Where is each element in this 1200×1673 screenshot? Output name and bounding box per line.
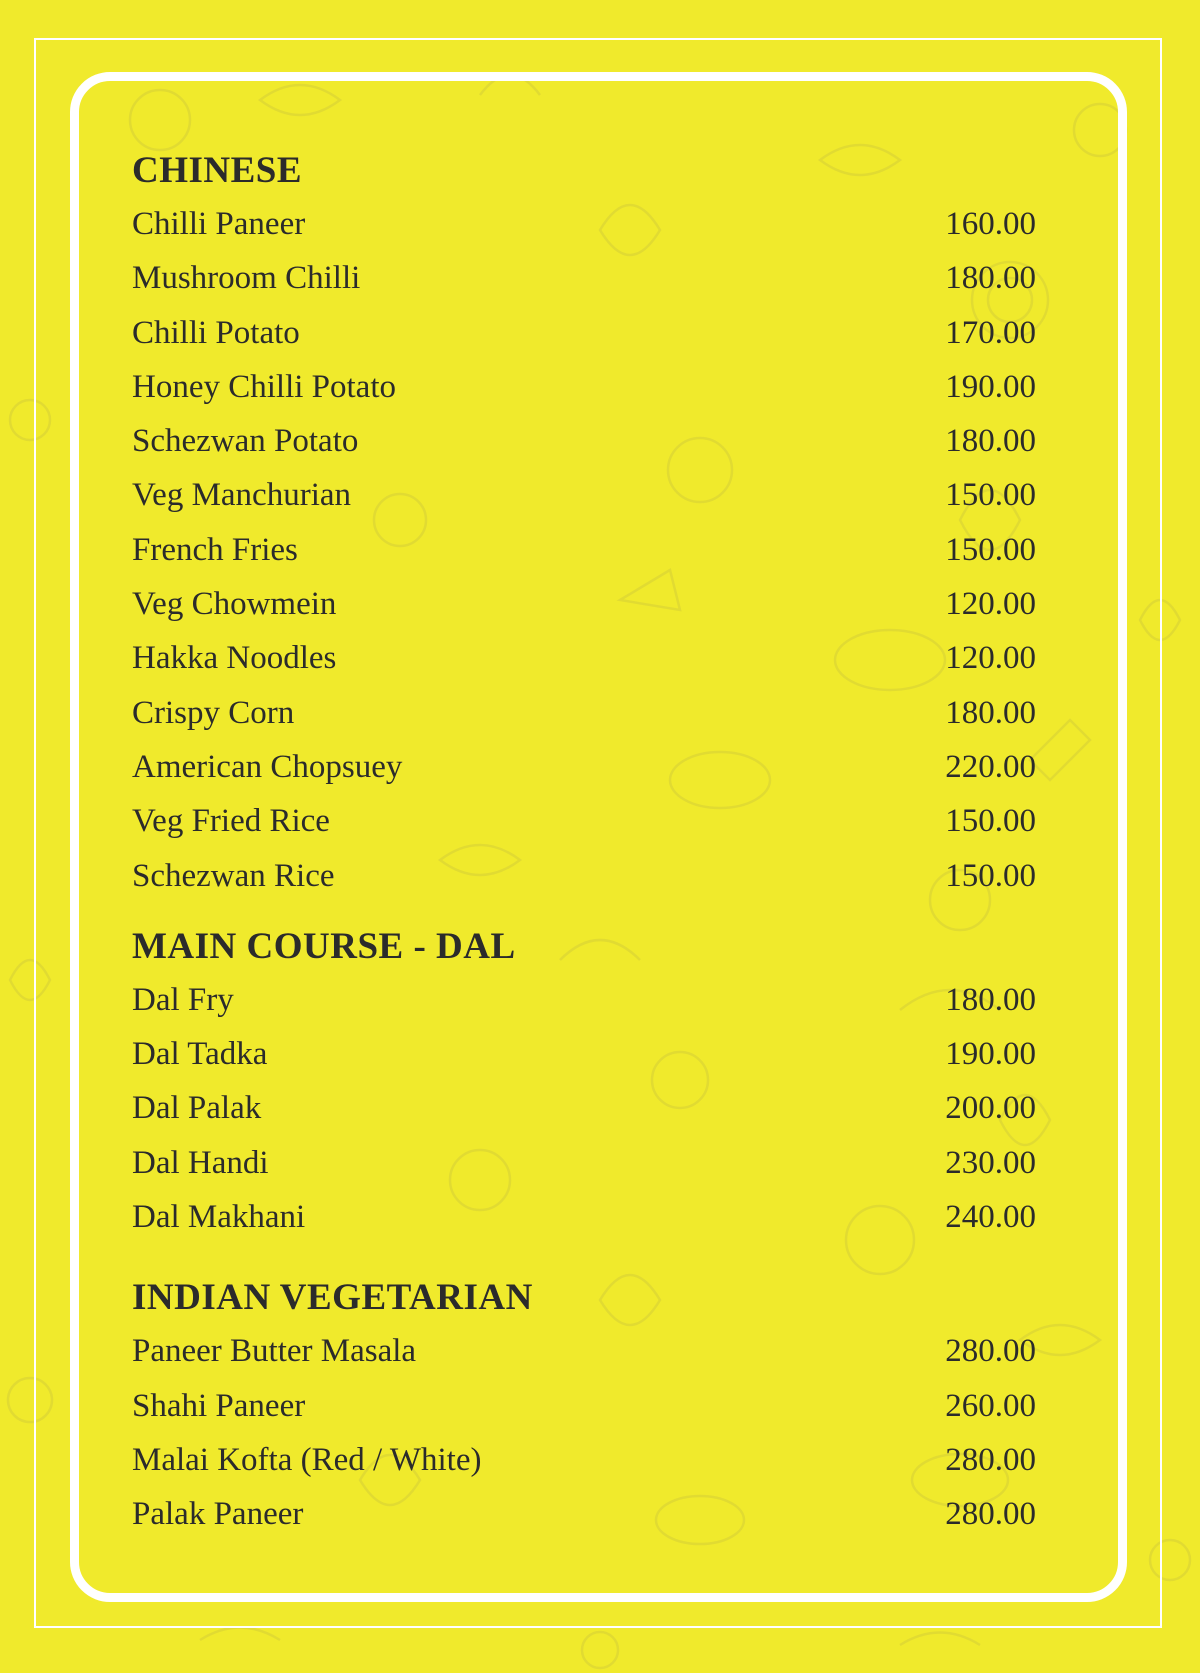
- item-name: Palak Paneer: [132, 1496, 304, 1533]
- item-name: Schezwan Potato: [132, 423, 359, 460]
- item-price: 150.00: [945, 857, 1036, 894]
- item-price: 200.00: [945, 1090, 1036, 1127]
- menu-item: [132, 306, 1036, 360]
- menu-item: [132, 686, 1036, 740]
- item-name: Shahi Paneer: [132, 1387, 306, 1424]
- item-price: 280.00: [945, 1333, 1036, 1370]
- item-name: Dal Tadka: [132, 1036, 268, 1073]
- menu-item: [132, 1190, 1036, 1244]
- item-price: 160.00: [945, 206, 1036, 242]
- menu-item: [132, 197, 1036, 251]
- menu-item: [132, 1324, 1036, 1378]
- item-name: Dal Fry: [132, 981, 234, 1018]
- menu-item: [132, 360, 1036, 414]
- menu-item: [132, 794, 1036, 848]
- section-spacer: [132, 1244, 1036, 1272]
- item-price: 180.00: [945, 423, 1036, 460]
- item-price: 180.00: [945, 981, 1036, 1018]
- section-title-chinese: CHINESE: [132, 150, 303, 191]
- item-price: 220.00: [945, 748, 1036, 785]
- item-name: Dal Handi: [132, 1144, 269, 1181]
- menu-item: [132, 251, 1036, 305]
- menu-item: [132, 523, 1036, 577]
- item-name: American Chopsuey: [132, 748, 403, 785]
- menu-item: [132, 1379, 1036, 1433]
- item-price: 240.00: [945, 1199, 1036, 1236]
- menu-item: [132, 740, 1036, 794]
- item-price: 120.00: [945, 640, 1036, 677]
- item-name: Paneer Butter Masala: [132, 1333, 417, 1370]
- item-price: 230.00: [945, 1144, 1036, 1181]
- item-price: 260.00: [945, 1387, 1036, 1424]
- menu-item: [132, 1027, 1036, 1081]
- item-price: 280.00: [945, 1496, 1036, 1533]
- item-name: Dal Makhani: [132, 1199, 306, 1236]
- menu-item: [132, 1487, 1036, 1541]
- item-name: Veg Chowmein: [132, 586, 337, 623]
- item-name: Chilli Paneer: [132, 206, 306, 242]
- item-price: 180.00: [945, 694, 1036, 731]
- menu-item: [132, 849, 1036, 903]
- item-price: 170.00: [945, 314, 1036, 351]
- item-price: 150.00: [945, 477, 1036, 514]
- menu-item: [132, 414, 1036, 468]
- item-name: Chilli Potato: [132, 314, 300, 351]
- menu-item: [132, 1433, 1036, 1487]
- menu-item: [132, 1136, 1036, 1190]
- item-price: 120.00: [945, 586, 1036, 623]
- item-price: 180.00: [945, 260, 1036, 297]
- item-name: Schezwan Rice: [132, 857, 335, 894]
- item-name: Hakka Noodles: [132, 640, 337, 677]
- menu-list: [132, 145, 1036, 1542]
- section-title-indian-vegetarian: INDIAN VEGETARIAN: [132, 1277, 533, 1319]
- item-price: 190.00: [945, 368, 1036, 405]
- item-name: Dal Palak: [132, 1090, 262, 1127]
- item-price: 150.00: [945, 531, 1036, 568]
- item-name: French Fries: [132, 531, 298, 568]
- item-name: Veg Manchurian: [132, 477, 352, 514]
- item-price: 190.00: [945, 1036, 1036, 1073]
- section-title-main-course-dal: MAIN COURSE - DAL: [132, 925, 516, 967]
- item-name: Honey Chilli Potato: [132, 368, 396, 405]
- menu-item: [132, 468, 1036, 522]
- item-name: Crispy Corn: [132, 694, 295, 731]
- item-name: Veg Fried Rice: [132, 803, 330, 840]
- section-spacer: [132, 903, 1036, 921]
- item-name: Mushroom Chilli: [132, 260, 361, 297]
- menu-item: [132, 1081, 1036, 1135]
- item-price: 150.00: [945, 803, 1036, 840]
- item-price: 280.00: [945, 1441, 1036, 1478]
- item-name: Malai Kofta (Red / White): [132, 1441, 482, 1478]
- menu-item: [132, 631, 1036, 685]
- menu-item: [132, 577, 1036, 631]
- menu-item: [132, 973, 1036, 1027]
